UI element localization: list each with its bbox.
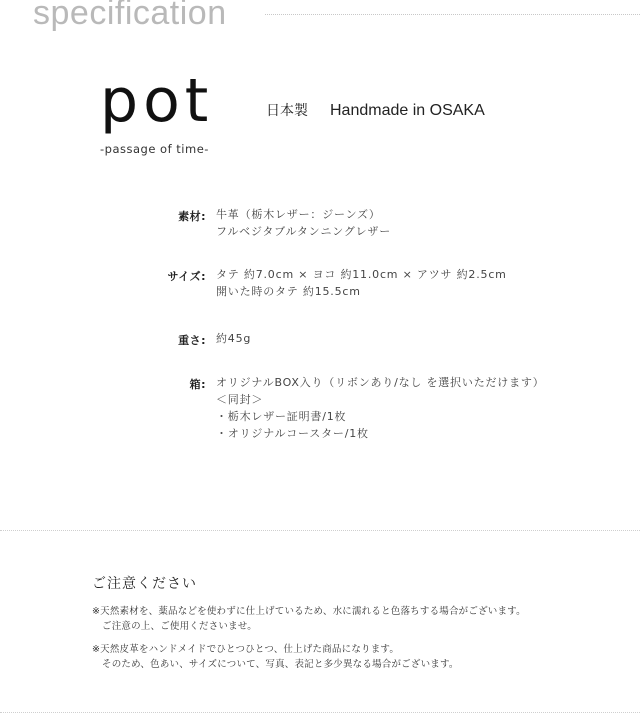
- spec-label-weight: 重さ:: [178, 334, 206, 347]
- notice-item: [92, 604, 526, 634]
- header-dotted-divider: [265, 14, 640, 15]
- product-name: pot: [100, 66, 214, 136]
- spec-value-box: [216, 374, 545, 442]
- notice-title: ご注意ください: [92, 576, 197, 592]
- notice-item: [92, 642, 459, 672]
- origin-jp: 日本製: [266, 102, 308, 118]
- spec-value-size: [216, 266, 507, 300]
- notice-line: ご注意の上、ご使用くださいませ。: [102, 621, 257, 632]
- spec-line: ・オリジナルコースター/1枚: [216, 427, 369, 440]
- footer-dotted-divider: [0, 712, 640, 713]
- spec-line: フルベジタブルタンニングレザー: [216, 225, 392, 238]
- spec-line: タテ 約7.0cm × ヨコ 約11.0cm × アツサ 約2.5cm: [216, 268, 507, 281]
- spec-label-box: 箱:: [189, 378, 206, 391]
- spec-line: オリジナルBOX入り（リボンあり/なし を選択いただけます）: [216, 376, 545, 389]
- spec-line: ・栃木レザー証明書/1枚: [216, 410, 347, 423]
- spec-line: ＜同封＞: [216, 393, 264, 406]
- spec-value-weight: [216, 330, 251, 347]
- section-title: specification: [33, 0, 227, 32]
- notice-line: ※天然皮革をハンドメイドでひとつひとつ、仕上げた商品になります。: [92, 644, 400, 655]
- notice-line: ※天然素材を、薬品などを使わずに仕上げているため、水に濡れると色落ちする場合がございます。: [92, 606, 526, 617]
- product-origin: [266, 100, 485, 120]
- product-subtitle: -passage of time-: [100, 142, 209, 156]
- section-dotted-divider: [0, 530, 640, 531]
- origin-en: Handmade in OSAKA: [330, 102, 485, 119]
- spec-line: 約45g: [216, 332, 252, 345]
- spec-line: 牛革（栃木レザー：ジーンズ）: [216, 208, 381, 221]
- spec-line: 開いた時のタテ 約15.5cm: [216, 285, 361, 298]
- spec-value-material: [216, 206, 391, 240]
- spec-label-size: サイズ:: [167, 270, 206, 283]
- spec-label-material: 素材:: [178, 210, 206, 223]
- notice-line: そのため、色あい、サイズについて、写真、表記と多少異なる場合がございます。: [102, 659, 459, 670]
